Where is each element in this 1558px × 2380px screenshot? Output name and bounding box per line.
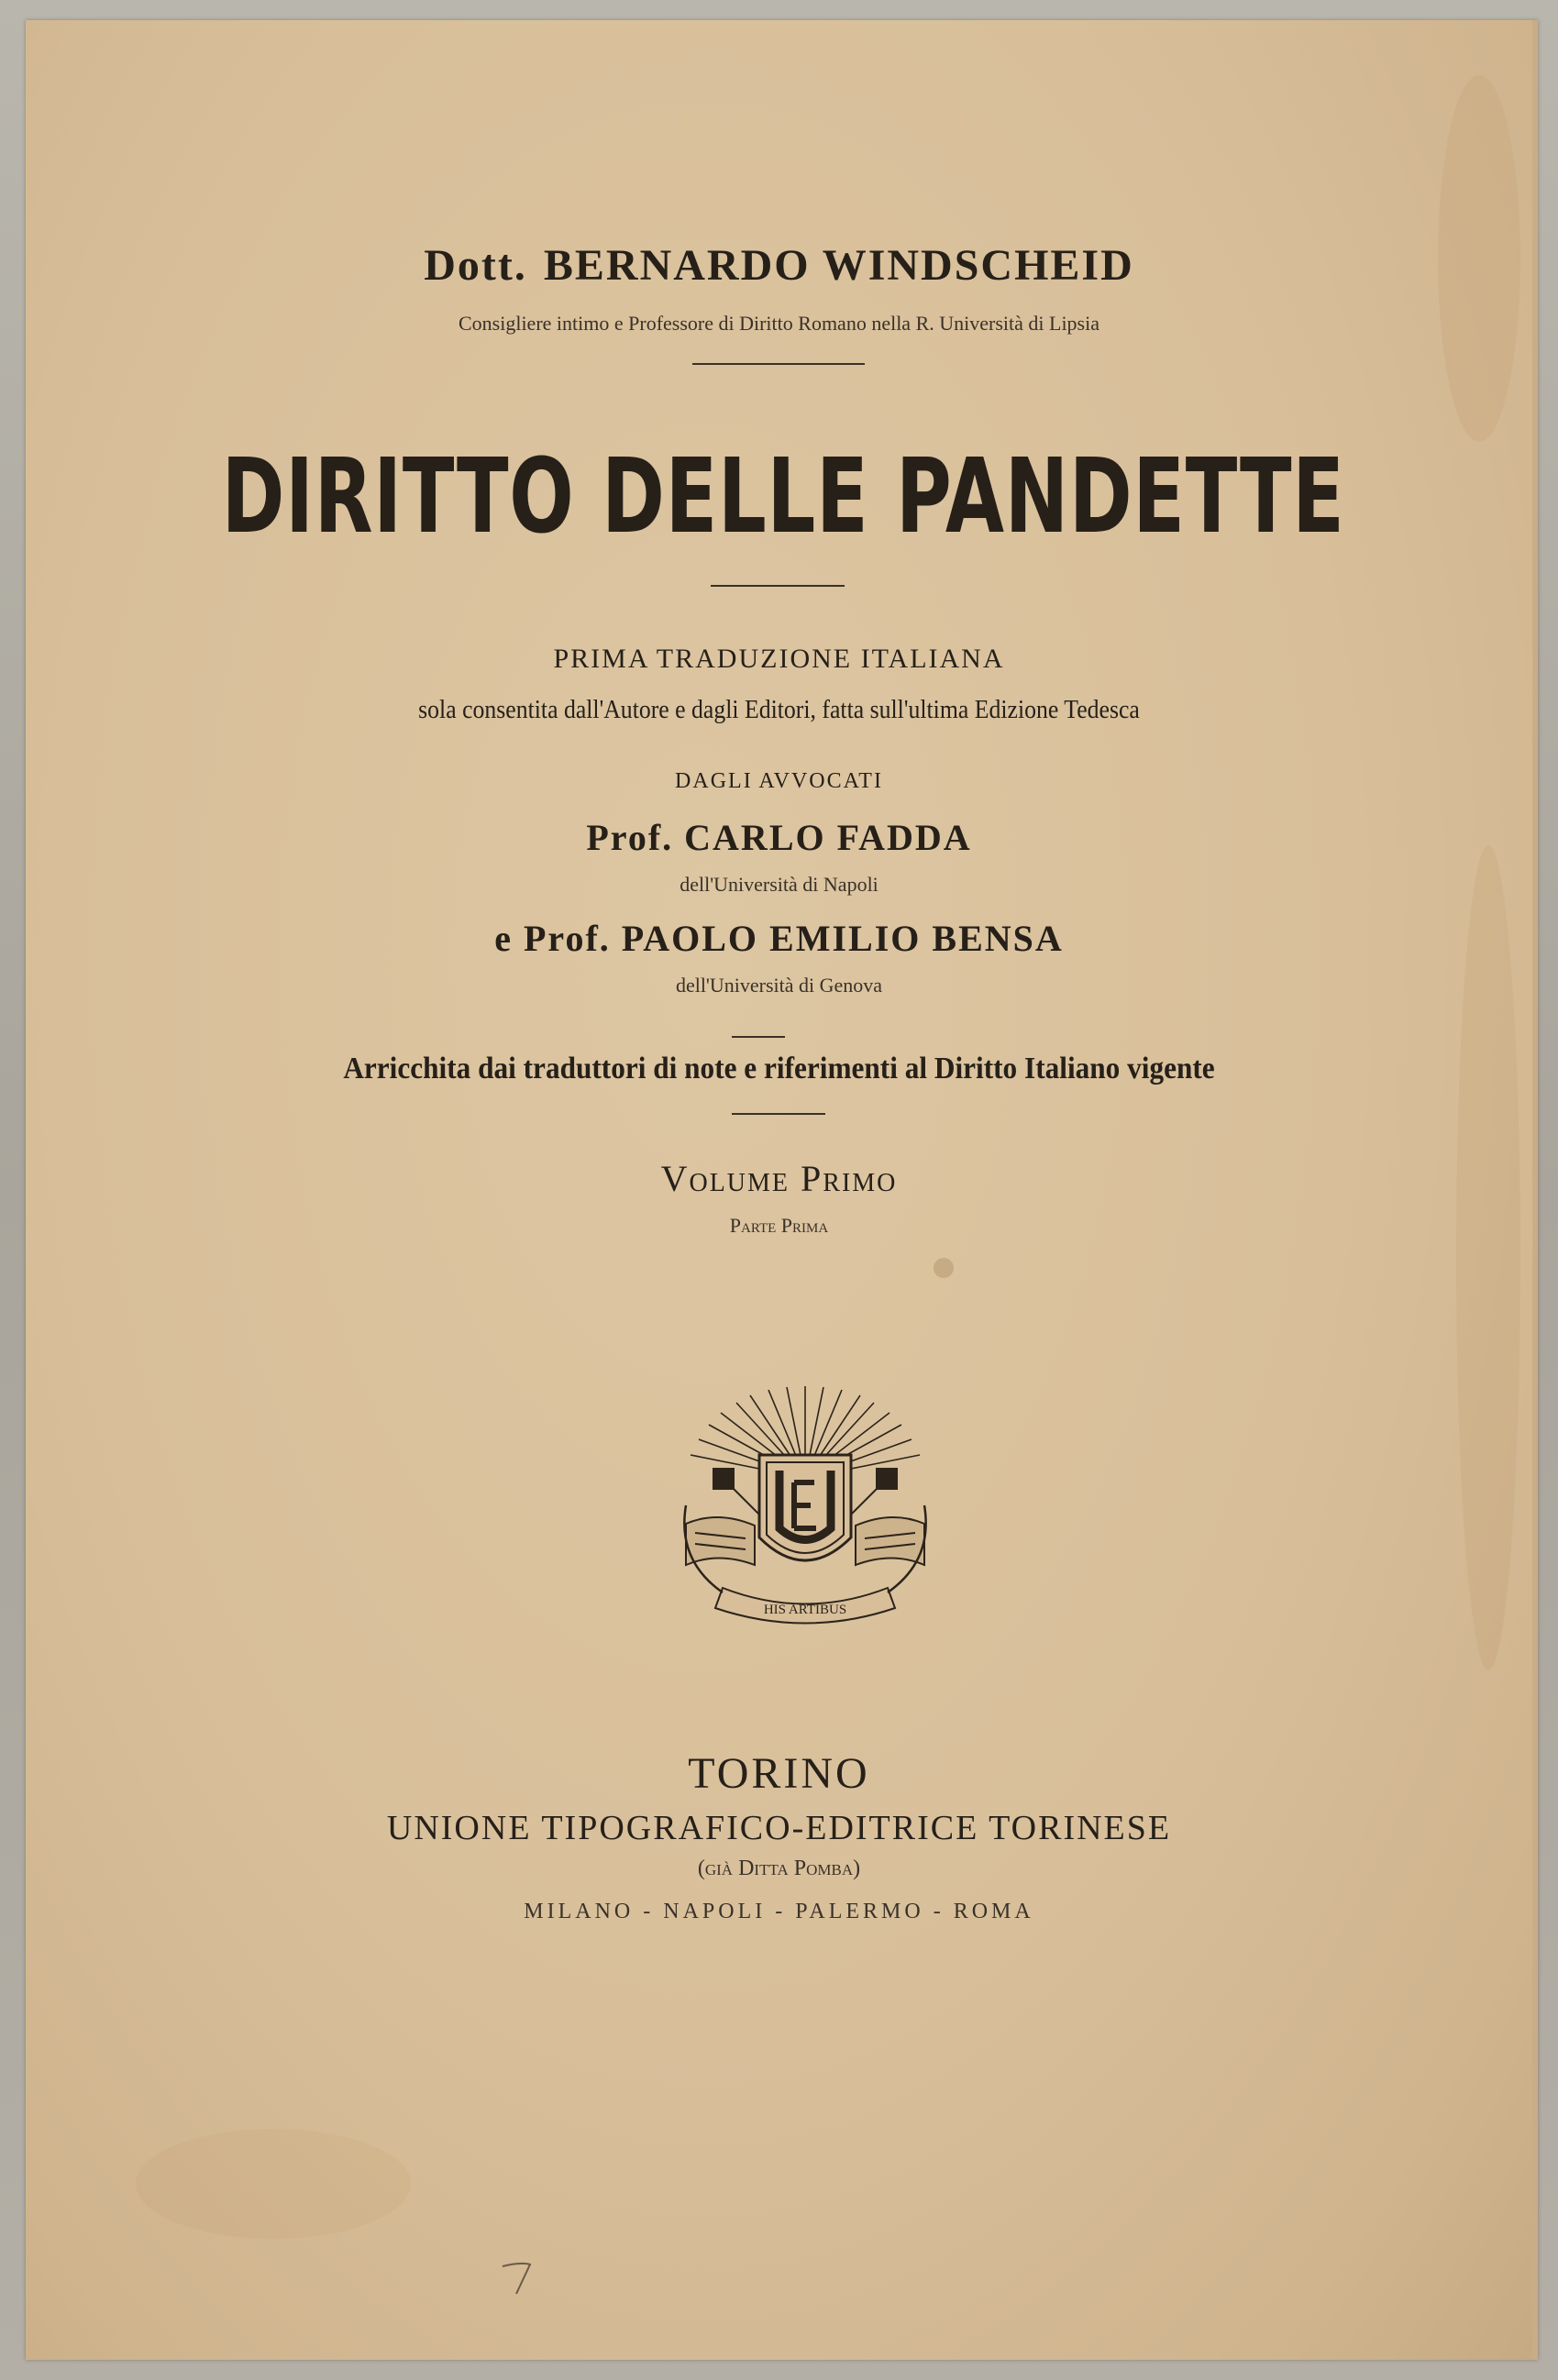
book-cover [26, 20, 1538, 2360]
paper-stain [136, 2129, 411, 2239]
divider [711, 585, 845, 587]
translation-line-2: sola consentita dall'Autore e dagli Editori, fatta sull'ultima Edizione Tedesca [418, 696, 1140, 724]
divider [732, 1113, 825, 1115]
divider [732, 1036, 785, 1038]
translator-1-name: CARLO FADDA [684, 817, 972, 858]
imprint-former-name: (già Ditta Pomba) [697, 1857, 861, 1880]
translation-line-3: DAGLI AVVOCATI [675, 769, 883, 793]
divider [692, 363, 865, 365]
translator-1-affiliation: dell'Università di Napoli [680, 873, 878, 896]
translator-1-prefix: Prof. [586, 817, 674, 858]
author-position: Consigliere intimo e Professore di Diritto Romano nella R. Università di Lipsia [458, 312, 1099, 335]
book-title: DIRITTO DELLE PANDETTE [221, 437, 1345, 556]
paper-stain [934, 1258, 954, 1278]
edition-note: Arricchita dai traduttori di note e riferimenti al Diritto Italiano vigente [343, 1052, 1215, 1085]
pencil-mark [493, 2248, 548, 2303]
volume-label: Volume Primo [660, 1158, 898, 1199]
author-prefix: Dott. [424, 241, 527, 290]
translator-2-affiliation: dell'Università di Genova [675, 974, 883, 997]
author-name: BERNARDO WINDSCHEID [543, 241, 1134, 290]
translator-2 [26, 917, 1532, 960]
imprint-publisher: UNIONE TIPOGRAFICO-EDITRICE TORINESE [386, 1809, 1172, 1847]
translator-2-name: PAOLO EMILIO BENSA [621, 918, 1064, 959]
part-label: Parte Prima [729, 1214, 829, 1237]
publisher-emblem-icon [658, 1368, 952, 1643]
translator-2-prefix: e Prof. [494, 918, 611, 959]
author-line [26, 240, 1532, 291]
translation-line-1: PRIMA TRADUZIONE ITALIANA [553, 644, 1005, 674]
emblem-motto: HIS ARTIBUS [763, 1603, 847, 1617]
imprint-branches: MILANO - NAPOLI - PALERMO - ROMA [524, 1900, 1034, 1923]
paper-stain [1456, 845, 1520, 1670]
imprint-city: TORINO [688, 1749, 870, 1798]
translator-1 [26, 816, 1532, 859]
